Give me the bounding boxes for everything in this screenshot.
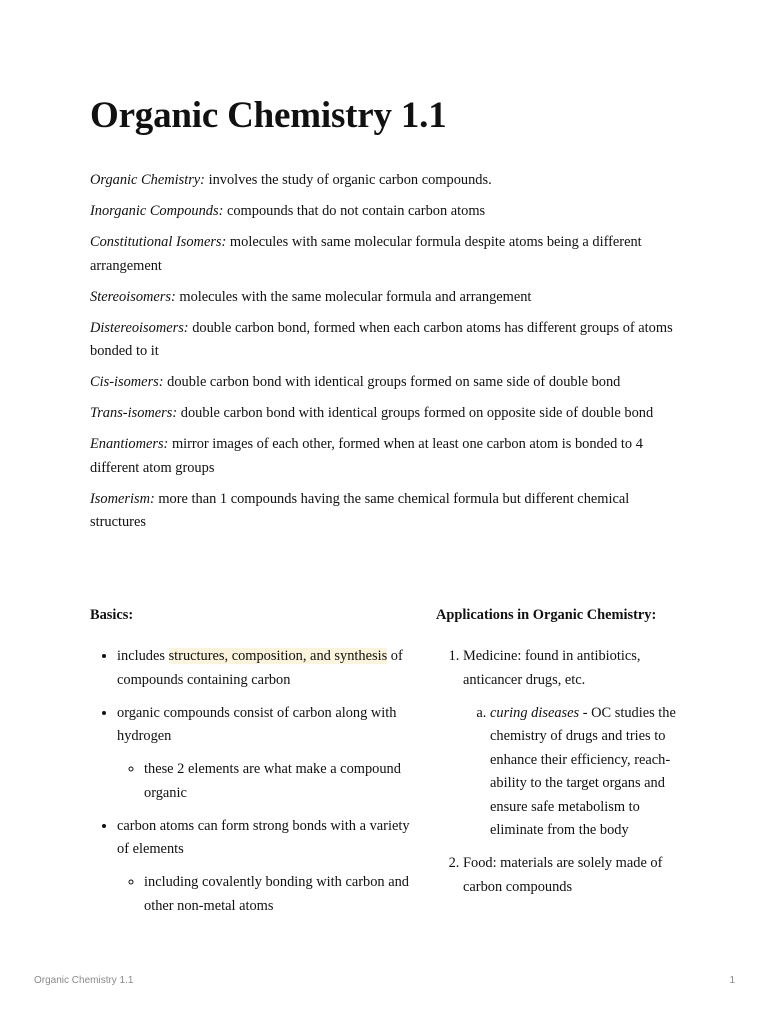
definition-text: double carbon bond with identical groups formed on same side of double bond [163,374,621,390]
definitions-list [90,169,680,542]
list-item-text: of compounds containing carbon [117,648,403,688]
sub-list [117,871,410,918]
highlighted-text: structures, composition, and synthesis [168,648,388,664]
sub-list-item [144,758,410,805]
applications-list [436,645,686,899]
definition-trans-isomers [90,402,680,426]
list-item [117,645,410,692]
definition-constitutional-isomers [90,231,680,278]
definition-text: molecules with the same molecular formula and arrangement [175,288,532,305]
definition-text: double carbon bond with identical groups formed on opposite side of double bond [177,405,654,421]
definition-term: Organic Chemistry: [90,172,205,188]
sub-list-item [490,702,686,843]
sub-list-item-text: these 2 elements are what make a compound organic [144,761,401,801]
definition-term: Trans-isomers: [90,405,178,421]
definition-stereoisomers [90,286,680,310]
sub-list [117,758,410,805]
sub-list-item-text: including covalently bonding with carbon and other non-metal atoms [144,874,409,914]
definition-enantiomers [90,433,680,480]
list-item-text: Food: materials are solely made of carbon compounds [463,855,663,895]
sub-list [463,702,686,843]
sub-list-item-term: curing diseases [490,704,580,721]
definition-inorganic-compounds [90,200,680,224]
list-item-text: carbon atoms can form strong bonds with a variety of elements [117,817,410,857]
definition-term: Enantiomers: [90,436,169,452]
definition-isomerism [90,488,680,535]
definition-term: Distereoisomers: [90,319,189,336]
sub-list-item-text: - OC studies the chemistry of drugs and tries to enhance their efficiency, reach-ability to the target organs and ensure safe metabolism to eliminate from the body [490,704,676,838]
definition-text: compounds that do not contain carbon atoms [223,203,486,219]
page-title: Organic Chemistry 1.1 [90,95,447,136]
list-item [463,645,686,843]
list-item [117,702,410,806]
footer-title: Organic Chemistry 1.1 [34,975,134,986]
definition-term: Isomerism: [90,490,155,507]
definition-term: Inorganic Compounds: [90,203,224,219]
definition-organic-chemistry [90,169,680,193]
definition-distereoisomers [90,317,680,364]
definition-text: involves the study of organic carbon compounds. [204,172,492,188]
definition-term: Stereoisomers: [90,288,176,305]
list-item [463,852,686,899]
definition-text: more than 1 compounds having the same chemical formula but different chemical structures [90,490,630,530]
applications-column [436,645,686,909]
page-number: 1 [729,975,735,986]
basics-heading: Basics: [90,607,134,623]
definition-text: double carbon bond, formed when each carbon atoms has different groups of atoms bonded to it [90,319,673,359]
list-item-text: includes [117,648,169,664]
definition-term: Constitutional Isomers: [90,234,227,250]
basics-list [90,645,410,918]
basics-column [90,645,410,928]
definition-text: molecules with same molecular formula despite atoms being a different arrangement [90,234,642,274]
list-item-text: organic compounds consist of carbon along with hydrogen [117,704,397,744]
definition-text: mirror images of each other, formed when at least one carbon atom is bonded to 4 different atom groups [90,436,643,476]
definition-term: Cis-isomers: [90,374,164,390]
applications-heading: Applications in Organic Chemistry: [436,607,657,623]
list-item-text: Medicine: found in antibiotics, anticancer drugs, etc. [463,648,641,688]
list-item [117,815,410,919]
definition-cis-isomers [90,371,680,395]
sub-list-item [144,871,410,918]
